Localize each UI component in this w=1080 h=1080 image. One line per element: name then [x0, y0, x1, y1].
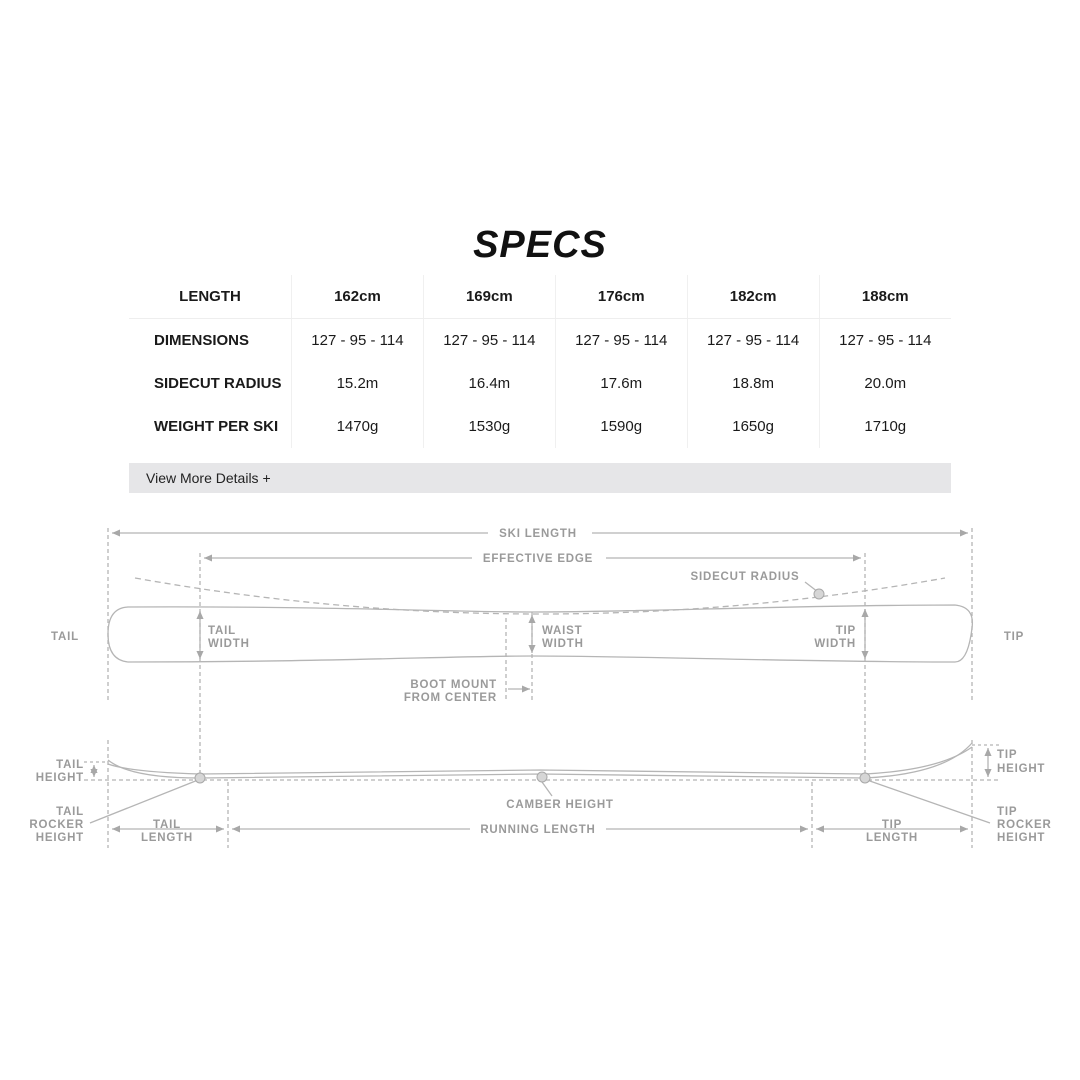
camber-height-label: CAMBER HEIGHT — [506, 799, 614, 811]
tail-width-label-2: WIDTH — [208, 638, 250, 650]
effective-edge-label: EFFECTIVE EDGE — [482, 553, 594, 565]
tip-label: TIP — [1003, 631, 1025, 643]
table-cell: 127 - 95 - 114 — [555, 319, 687, 363]
tip-length-label-1: TIP — [881, 819, 903, 831]
table-cell: 1590g — [555, 405, 687, 448]
tail-rocker-label-2: ROCKER — [29, 819, 84, 831]
length-182: 182cm — [687, 275, 819, 319]
tail-height-label-1: TAIL — [56, 759, 84, 771]
table-cell: 127 - 95 - 114 — [819, 319, 951, 363]
tip-height-label-2: HEIGHT — [997, 763, 1046, 775]
tail-label: TAIL — [51, 631, 79, 643]
table-cell: 16.4m — [423, 362, 555, 405]
table-cell: 127 - 95 - 114 — [292, 319, 424, 363]
table-cell: 1710g — [819, 405, 951, 448]
view-more-details-button[interactable]: View More Details + — [129, 463, 951, 493]
tip-rocker-label-1: TIP — [997, 806, 1018, 818]
ski-profile-top — [108, 747, 972, 774]
tail-length-label-1: TAIL — [153, 819, 181, 831]
table-cell: 1470g — [292, 405, 424, 448]
camber-point — [537, 772, 547, 782]
tail-contact-point — [195, 773, 205, 783]
length-header: LENGTH — [129, 275, 292, 319]
row-label-weight-per-ski: WEIGHT PER SKI — [154, 418, 279, 435]
tail-rocker-label-3: HEIGHT — [35, 832, 84, 844]
running-length-label: RUNNING LENGTH — [480, 824, 596, 836]
length-188: 188cm — [819, 275, 951, 319]
waist-width-label-2: WIDTH — [542, 638, 584, 650]
length-162: 162cm — [292, 275, 424, 319]
tail-length-label-2: LENGTH — [140, 832, 194, 844]
tip-rocker-label-2: ROCKER — [997, 819, 1052, 831]
table-cell: 18.8m — [687, 362, 819, 405]
tail-width-label-1: TAIL — [208, 625, 236, 637]
sidecut-radius-point — [814, 589, 824, 599]
camber-leader — [542, 782, 552, 796]
tail-rocker-leader — [90, 780, 198, 823]
page-title: SPECS — [473, 224, 607, 266]
boot-mount-label-2: FROM CENTER — [403, 692, 497, 704]
waist-width-label-1: WAIST — [542, 625, 583, 637]
length-176: 176cm — [555, 275, 687, 319]
table-cell: 17.6m — [555, 362, 687, 405]
tip-rocker-label-3: HEIGHT — [997, 832, 1046, 844]
tip-contact-point — [860, 773, 870, 783]
length-169: 169cm — [423, 275, 555, 319]
boot-mount-label-1: BOOT MOUNT — [410, 679, 497, 691]
ski-length-label: SKI LENGTH — [499, 528, 577, 540]
row-label-dimensions: DIMENSIONS — [154, 332, 250, 349]
tip-height-label-1: TIP — [997, 749, 1018, 761]
sidecut-radius-label: SIDECUT RADIUS — [690, 571, 800, 583]
table-cell: 1530g — [423, 405, 555, 448]
tail-rocker-label-1: TAIL — [56, 806, 84, 818]
tail-height-label-2: HEIGHT — [35, 772, 84, 784]
table-cell: 20.0m — [819, 362, 951, 405]
tip-length-label-2: LENGTH — [865, 832, 919, 844]
tip-width-label-1: TIP — [835, 625, 856, 637]
table-cell: 1650g — [687, 405, 819, 448]
tip-rocker-leader — [867, 780, 990, 823]
tip-width-label-2: WIDTH — [814, 638, 856, 650]
row-label-sidecut-radius: SIDECUT RADIUS — [154, 375, 282, 392]
table-cell: 127 - 95 - 114 — [423, 319, 555, 363]
table-cell: 127 - 95 - 114 — [687, 319, 819, 363]
table-cell: 15.2m — [292, 362, 424, 405]
